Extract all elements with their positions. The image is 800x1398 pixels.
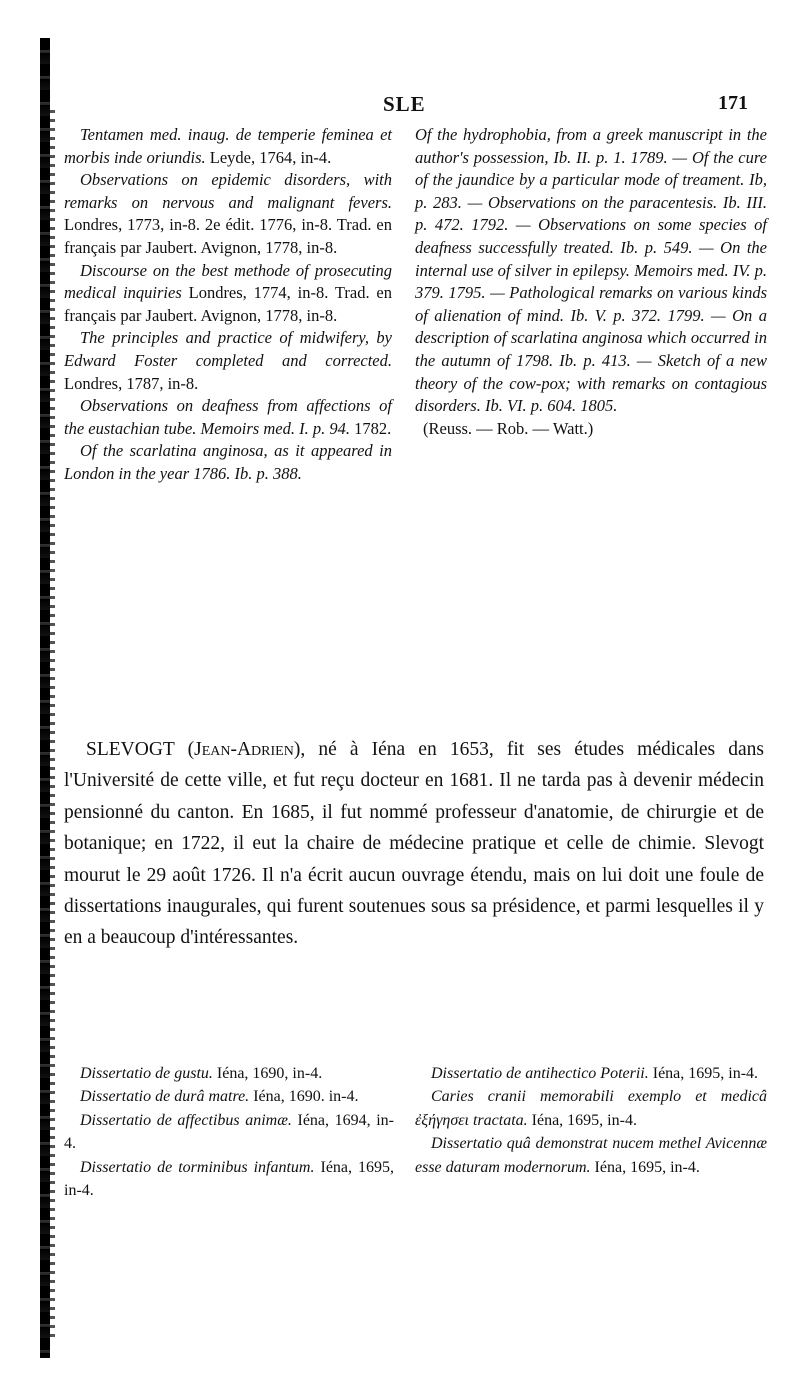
entry-title: Caries cranii memorabili exemplo et medicâ ἐξήγησει tractata. [415,1088,767,1129]
dissertation-entry [64,1109,394,1156]
entry-title: Dissertatio de affectibus animæ. [80,1111,292,1129]
entry-title: Dissertatio de antihectico Poterii. [431,1065,649,1082]
entry-details: Londres, 1787, in-8. [64,373,199,393]
entry-title: Dissertatio de durâ matre. [80,1088,250,1106]
bibliography-entry [64,440,392,485]
entry-details: Iéna, 1695, in-4. [64,1158,395,1200]
entry-details: Iéna, 1694, in-4. [64,1111,394,1153]
entry-details: Iéna, 1690, in-4. [216,1065,323,1082]
biography-text: , né à Iéna en 1653, fit ses études médicales dans l'Université de cette ville, et fut reçu docteur en 1681. Il ne tarda pas à devenir médecin pensionné du canton. En 1685, il fut nommé professeur d'anatomie, de chirurgie et de botanique; en 1722, il eut la chaire de médecine pratique et celle de chimie. Slevogt mourut le 29 août 1726. Il n'a écrit aucun ouvrage étendu, mais on lui doit une foule de dissertations inaugurales, qui furent soutenues sous sa présidence, et parmi lesquelles il y en a beaucoup d'intéressantes. [64,739,765,949]
entry-details: Iéna, 1690. in-4. [253,1088,359,1106]
entry-title: Dissertatio de gustu. [80,1065,213,1082]
book-spine-edge [50,110,55,1340]
bibliography-entry [64,260,392,328]
entry-details: Londres, 1774, in-8. Trad. en français par Jaubert. Avignon, 1778, in-8. [64,283,392,325]
biography-paragraph: SLEVOGT (Jean-Adrien), né à Iéna en 1653, fit ses études médicales dans l'Université de cette ville, et fut reçu docteur en 1681. Il ne tarda pas à devenir médecin pensionné du canton. En 1685, il fut nommé professeur d'anatomie, de chirurgie et de botanique; en 1722, il eut la chaire de médecine pratique et celle de chimie. Slevogt mourut le 29 août 1726. Il n'a écrit aucun ouvrage étendu, mais on lui doit une foule de dissertations inaugurales, qui furent soutenues sous sa présidence, et parmi lesquelles il y en a beaucoup d'intéressantes. [64,739,765,949]
right-column-top [415,124,767,440]
entry-details: Leyde, 1764, in-4. [209,147,332,167]
entry-title: Discourse on the best methode of prosecuting medical inquiries [64,260,392,303]
entry-details: Iéna, 1695, in-4. [652,1065,759,1082]
page-number: 171 [718,92,748,114]
dissertation-entry [64,1156,394,1203]
entry-details: Iéna, 1695, in-4. [531,1111,637,1129]
entry-title: Observations on deafness from affections of the eustachian tube. Memoirs med. I. p. 94. [64,396,392,438]
subject-name: SLEVOGT [86,739,175,760]
dissertation-entry [64,1062,394,1085]
entry-details: Londres, 1773, in-8. 2e édit. 1776, in-8. Trad. en français par Jaubert. Avignon, 1778, in-8. [64,215,392,257]
entry-title: Tentamen med. inaug. de temperie feminea et morbis inde oriundis. [64,125,392,167]
dissertation-entry [64,1085,394,1108]
bibliography-entry [64,169,392,259]
book-spine-shadow [40,38,50,1358]
dissertation-entry [415,1062,767,1085]
bibliography-entry [64,327,392,395]
entry-details: Iéna, 1695, in-4. [594,1158,700,1176]
biography-entry [64,734,764,954]
dissertation-entry [415,1085,767,1132]
page-header [0,92,800,122]
entry-title: Dissertatio de torminibus infantum. [80,1158,315,1176]
subject-forenames: Jean-Adrien [194,739,294,760]
right-column-bottom [415,1062,767,1179]
entry-title: Of the scarlatina anginosa, as it appeared in London in the year 1786. Ib. p. 388. [64,441,392,483]
running-title: SLE [383,92,426,116]
dissertation-entry [415,1132,767,1179]
entry-title: Dissertatio quâ demonstrat nucem methel Avicennæ esse daturam modernorum. [415,1135,767,1176]
entry-title: Observations on epidemic disorders, with remarks on nervous and malignant fevers. [64,170,392,212]
entry-details: 1782. [354,418,392,438]
entry-title: The principles and practice of midwifery, by Edward Foster completed and corrected. [64,328,392,370]
references: (Reuss. — Rob. — Watt.) [423,418,594,438]
bibliography-entry [64,395,392,440]
left-column-top [64,124,392,486]
left-column-bottom [64,1062,394,1202]
bibliography-entry [64,124,392,169]
bibliography-continuation: Of the hydrophobia, from a greek manuscript in the author's possession, Ib. II. p. 1. 1789. — Of the cure of the jaundice by a particular mode of treament. Ib, p. 283. — Observations on the paracentesis. Ib. III. p. 472. 1792. — Observations on some species of deafness successfully treated. Ib. p. 549. — On the internal use of silver in epilepsy. Memoirs med. IV. p. 379. 1795. — Pathological remarks on various kinds of alienation of mind. Ib. V. p. 372. 1799. — On a description of scarlatina anginosa which occurred in the autumn of 1798. Ib. p. 413. — Sketch of a new theory of the cow-pox; with remarks on contagious disorders. Ib. VI. p. 604. 1805. [415,125,767,416]
